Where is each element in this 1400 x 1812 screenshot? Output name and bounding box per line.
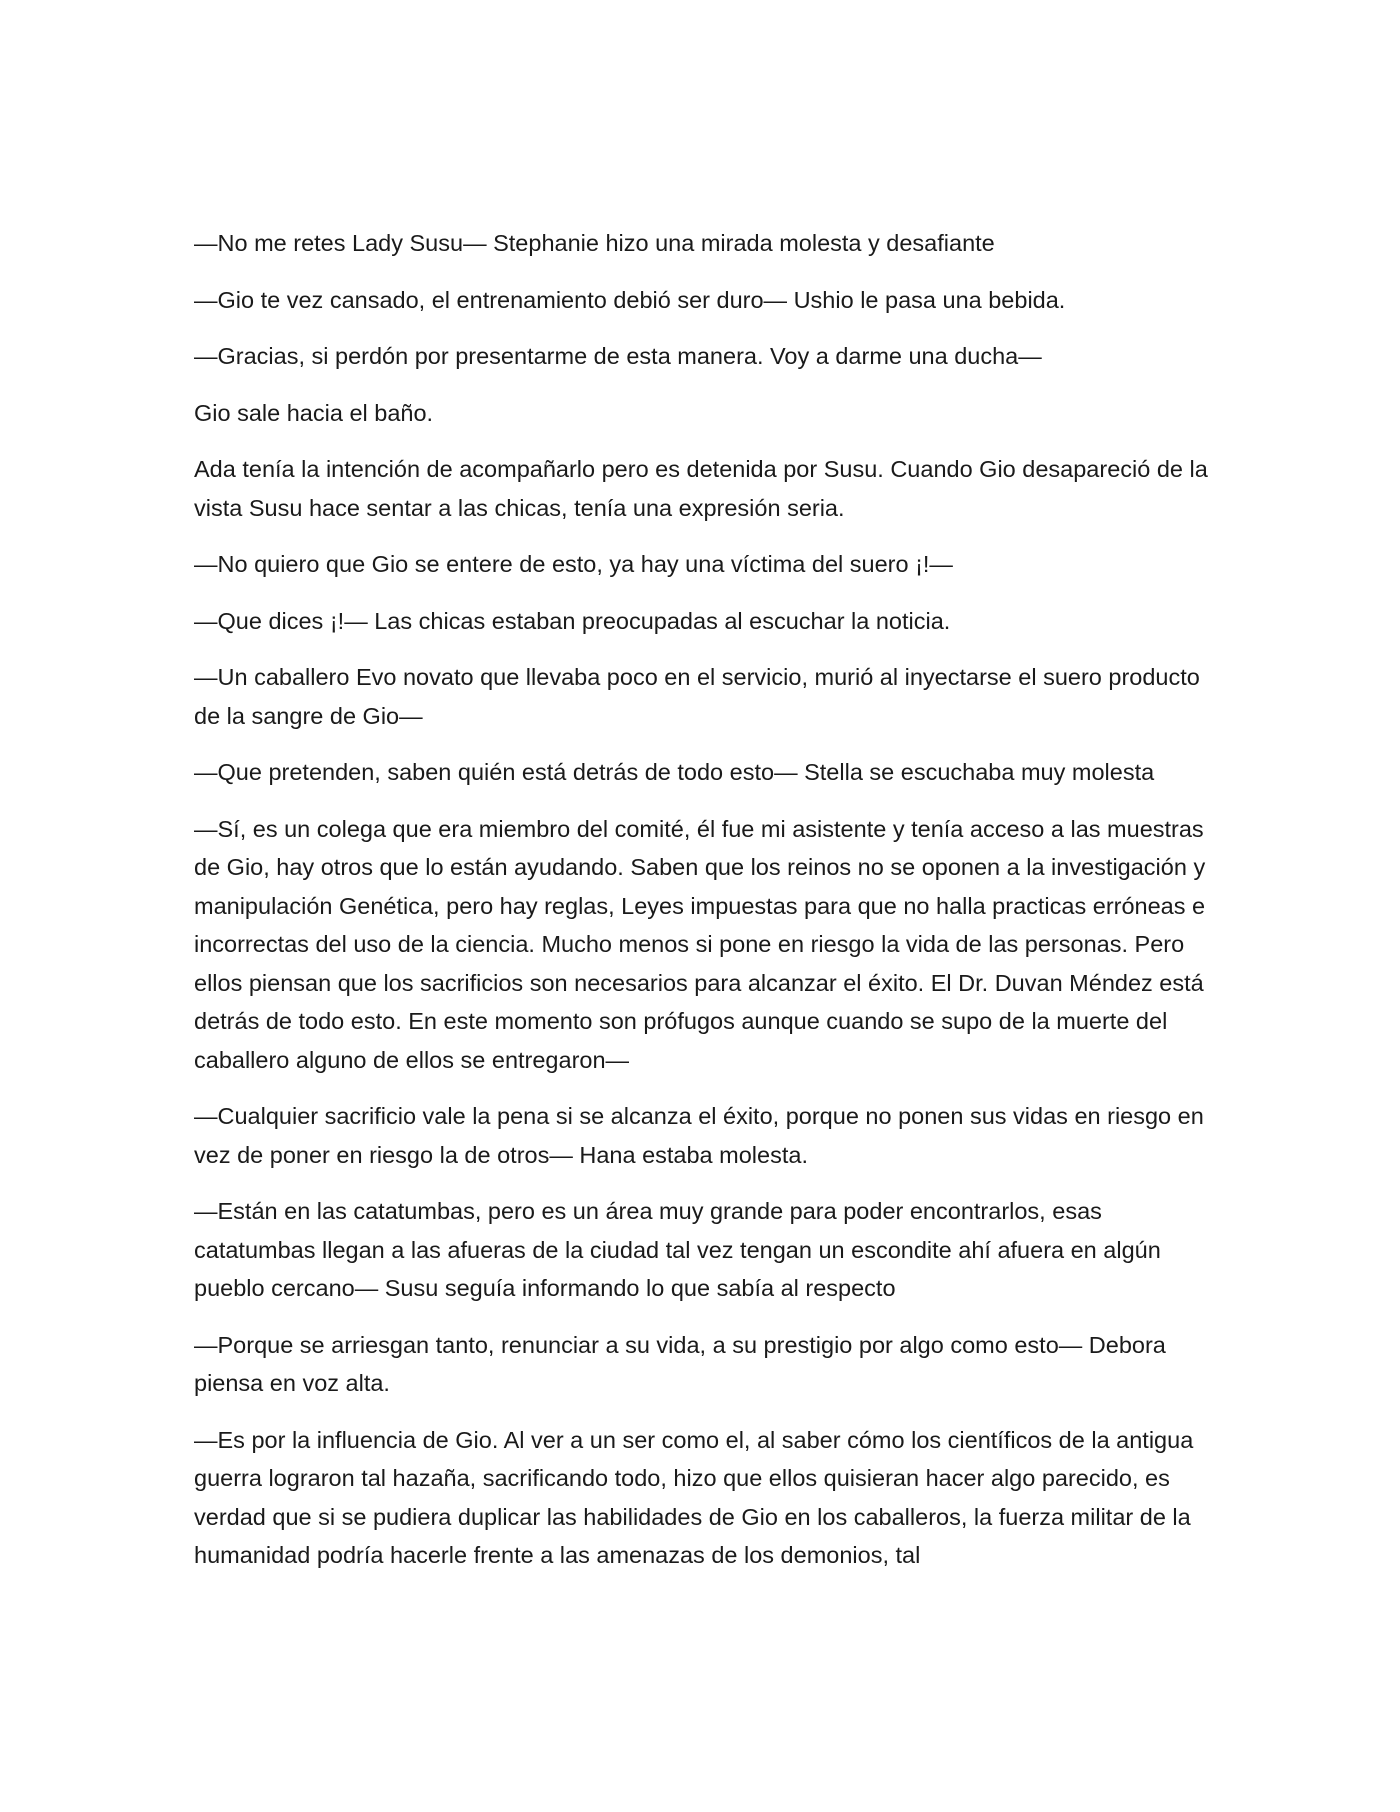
paragraph: —No me retes Lady Susu— Stephanie hizo una mirada molesta y desafiante: [194, 230, 995, 256]
paragraph: —Que dices ¡!— Las chicas estaban preocupadas al escuchar la noticia.: [194, 607, 951, 634]
paragraph: —Gracias, si perdón por presentarme de esta manera. Voy a darme una ducha—: [194, 343, 1042, 369]
paragraph: —Porque se arriesgan tanto, renunciar a su vida, a su prestigio por algo como esto— Debora piensa en voz alta.: [194, 1331, 1166, 1396]
paragraph: —Gio te vez cansado, el entrenamiento debió ser duro— Ushio le pasa una bebida.: [194, 286, 1066, 313]
paragraph: —Sí, es un colega que era miembro del comité, él fue mi asistente y tenía acceso a las muestras de Gio, hay otros que lo están ayudando. Saben que los reinos no se oponen a la investigación y manipulación Genética, pero hay reglas, Leyes impuestas para que no halla practicas erróneas e incorrectas del uso de la ciencia. Mucho menos si pone en riesgo la vida de las personas. Pero ellos piensan que los sacrificios son necesarios para alcanzar el éxito. El Dr. Duvan Méndez está detrás de todo esto. En este momento son prófugos aunque cuando se supo de la muerte del caballero alguno de ellos se entregaron—: [194, 815, 1206, 1073]
paragraph: Gio sale hacia el baño.: [194, 399, 434, 426]
paragraph: —Cualquier sacrificio vale la pena si se alcanza el éxito, porque no ponen sus vidas en riesgo en vez de poner en riesgo la de otros— Hana estaba molesta.: [194, 1103, 1204, 1168]
document-body: [194, 224, 1214, 1593]
paragraph: —Un caballero Evo novato que llevaba poco en el servicio, murió al inyectarse el suero producto de la sangre de Gio—: [194, 664, 1200, 729]
paragraph: Ada tenía la intención de acompañarlo pero es detenida por Susu. Cuando Gio desapareció de la vista Susu hace sentar a las chicas, tenía una expresión seria.: [194, 456, 1208, 521]
paragraph: —Que pretenden, saben quién está detrás de todo esto— Stella se escuchaba muy molesta: [194, 759, 1155, 785]
paragraph: —Están en las catatumbas, pero es un área muy grande para poder encontrarlos, esas catatumbas llegan a las afueras de la ciudad tal vez tengan un escondite ahí afuera en algún pueblo cercano— Susu seguía informando lo que sabía al respecto: [194, 1198, 1161, 1301]
paragraph: —Es por la influencia de Gio. Al ver a un ser como el, al saber cómo los científicos de la antigua guerra lograron tal hazaña, sacrificando todo, hizo que ellos quisieran hacer algo parecido, es verdad que si se pudiera duplicar las habilidades de Gio en los caballeros, la fuerza militar de la humanidad podría hacerle frente a las amenazas de los demonios, tal: [194, 1426, 1194, 1568]
paragraph: —No quiero que Gio se entere de esto, ya hay una víctima del suero ¡!—: [194, 551, 953, 577]
